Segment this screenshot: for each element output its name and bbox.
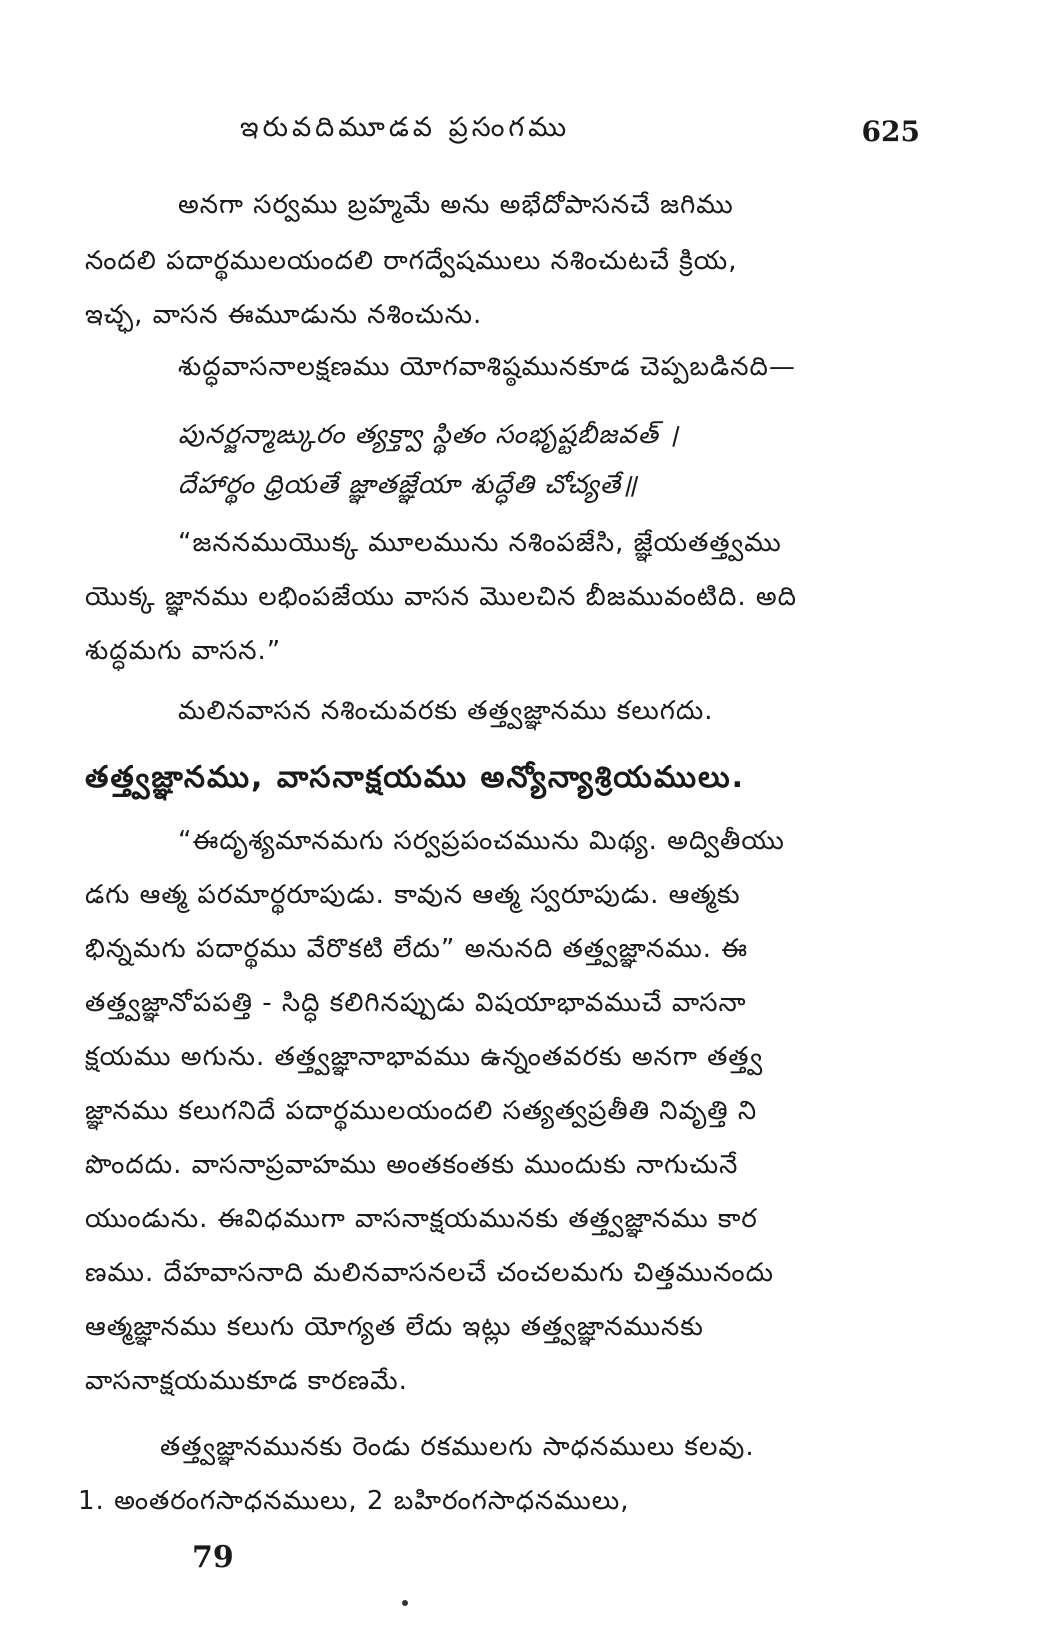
text-line-4: శుద్ధవాసనాలక్షణము యోగవాశిష్ఠమునకూడ చెప్పబడినది—: [178, 352, 796, 382]
text-line-23: తత్త్వజ్ఞానమునకు రెండు రకములగు సాధనములు కలవు.: [160, 1432, 755, 1462]
text-line-13: డగు ఆత్మ పరమార్థరూపుడు. కావున ఆత్మ స్వరూపుడు. ఆత్మకు: [85, 880, 741, 910]
text-line-12: “ఈదృశ్యమానమగు సర్వప్రపంచమును మిథ్య. అద్వితీయు: [178, 826, 785, 856]
text-line-3: ఇచ్ఛ, వాసన ఈమూడును నశించును.: [85, 300, 483, 330]
text-line-10: మలినవాసన నశించువరకు తత్త్వజ్ఞానము కలుగదు.: [178, 696, 714, 726]
print-speck: [402, 1600, 408, 1606]
text-line-16: క్షయము అగును. తత్త్వజ్ఞానాభావము ఉన్నంతవరకు అనగా తత్త్వ: [85, 1042, 764, 1072]
text-line-1: అనగా సర్వము బ్రహ్మమే అను అభేదోపాసనచే జగిము: [178, 190, 734, 220]
page-number: 625: [861, 114, 920, 148]
text-line-18: పొందదు. వాసనాప్రవాహము అంతకంతకు ముందుకు నాగుచునే: [85, 1150, 739, 1180]
chapter-title: ఇరువదిమూడవ ప్రసంగము: [240, 112, 571, 143]
running-header: [240, 112, 920, 150]
text-line-2: నందలి పదార్థములయందలి రాగద్వేషములు నశించుటచే క్రియ,: [85, 246, 738, 276]
text-line-17: జ్ఞానము కలుగనిదే పదార్థములయందలి సత్యత్వప్రతీతి నివృత్తి ని: [85, 1096, 758, 1126]
verse-line-2: దేహార్థం ధ్రియతే జ్ఞాతజ్ఞేయా శుద్ధేతి చోచ్యతే॥: [178, 470, 638, 500]
text-line-14: భిన్నమగు పదార్థము వేరొకటి లేదు” అనునది తత్త్వజ్ఞానము. ఈ: [85, 934, 749, 964]
text-line-24: 1. అంతరంగసాధనములు, 2 బహిరంగసాధనములు,: [78, 1486, 630, 1516]
text-line-9: శుద్ధమగు వాసన.”: [85, 636, 282, 666]
text-line-7: “జననముయొక్క మూలమును నశింపజేసి, జ్ఞేయతత్త్వము: [178, 528, 782, 558]
section-heading: తత్త్వజ్ఞానము, వాసనాక్షయము అన్యోన్యాశ్రియములు.: [85, 760, 745, 795]
text-line-20: ణము. దేహవాసనాది మలినవాసనలచే చంచలమగు చిత్తమునందు: [85, 1258, 774, 1288]
text-line-8: యొక్క జ్ఞానము లభింపజేయు వాసన మొలచిన బీజమువంటిది. అది: [85, 582, 798, 612]
text-line-22: వాసనాక్షయముకూడ కారణమే.: [85, 1366, 408, 1396]
text-line-19: యుండును. ఈవిధముగా వాసనాక్షయమునకు తత్త్వజ్ఞానము కార: [85, 1204, 758, 1234]
signature-number: 79: [192, 1540, 234, 1575]
text-line-15: తత్త్వజ్ఞానోపపత్తి - సిద్ధి కలిగినప్పుడు విషయాభావముచే వాసనా: [85, 988, 747, 1018]
verse-line-1: పునర్జన్మాఙ్కురం త్యక్త్వా స్థితం సంభృష్టబీజవత్ ।: [178, 420, 680, 450]
text-line-21: ఆత్మజ్ఞానము కలుగు యోగ్యత లేదు ఇట్లు తత్త్వజ్ఞానమునకు: [85, 1312, 704, 1342]
